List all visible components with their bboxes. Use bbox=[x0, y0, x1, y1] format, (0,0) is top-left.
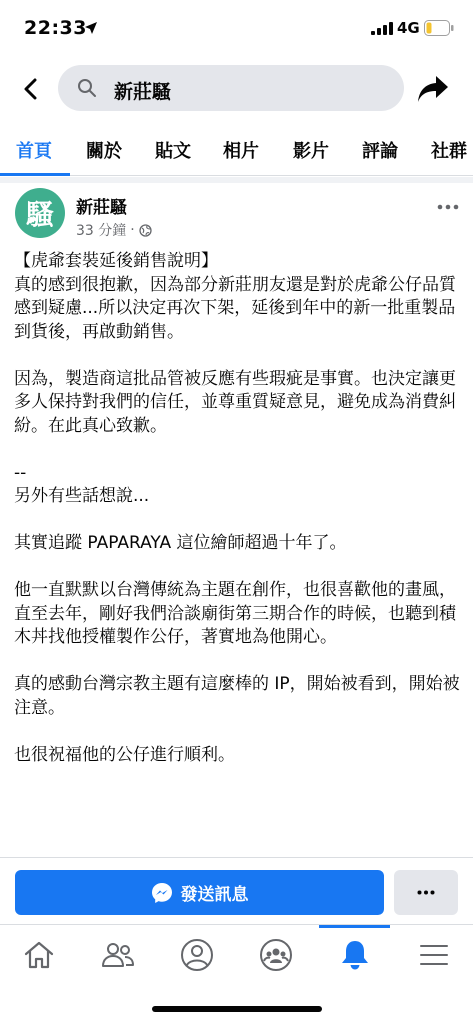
post-time[interactable]: 33 分鐘 bbox=[76, 223, 127, 239]
profile-icon bbox=[180, 938, 214, 972]
more-dots-icon bbox=[417, 890, 435, 895]
tab-photos[interactable]: 相片 bbox=[223, 141, 259, 162]
share-arrow-icon bbox=[416, 74, 450, 104]
status-bar bbox=[0, 0, 473, 58]
post-more-button[interactable] bbox=[437, 195, 459, 214]
nav-menu[interactable] bbox=[395, 925, 473, 985]
more-dots-icon bbox=[437, 204, 459, 210]
location-arrow-icon bbox=[84, 21, 98, 35]
post-paragraph: 【虎爺套裝延後銷售說明】 bbox=[14, 251, 218, 271]
paragraph-gap bbox=[14, 650, 464, 674]
tab-about[interactable]: 關於 bbox=[86, 141, 122, 162]
paragraph-gap bbox=[14, 720, 464, 744]
tab-reviews[interactable]: 評論 bbox=[362, 141, 398, 162]
share-button[interactable] bbox=[416, 74, 450, 104]
post-paragraph: 真的感動台灣宗教主題有這麼棒的 IP，開始被看到，開始被注意。 bbox=[14, 674, 460, 718]
home-indicator bbox=[152, 1006, 322, 1012]
paragraph-gap bbox=[14, 509, 464, 533]
active-tab-indicator bbox=[0, 173, 70, 176]
page-tabs bbox=[0, 124, 473, 176]
post-paragraph: 其實追蹤 PAPARAYA 這位繪師超過十年了。 bbox=[14, 533, 347, 553]
tab-home[interactable]: 首頁 bbox=[16, 141, 52, 162]
send-message-button[interactable] bbox=[15, 870, 384, 915]
post-paragraph: 他一直默默以台灣傳統為主題在創作，也很喜歡他的畫風，直至去年，剛好我們洽談廟街第三期合作的時候，也聽到積木丼找他授權製作公仔，著實地為他開心。 bbox=[14, 580, 456, 647]
back-arrow-icon bbox=[23, 78, 39, 100]
globe-icon bbox=[139, 224, 152, 237]
paragraph-gap bbox=[14, 556, 464, 580]
search-query: 新莊騷 bbox=[114, 81, 172, 103]
nav-groups[interactable] bbox=[237, 925, 315, 985]
divider bbox=[0, 177, 473, 183]
bottom-nav bbox=[0, 924, 473, 984]
send-message-label: 發送訊息 bbox=[180, 885, 249, 905]
post-author[interactable]: 新莊騷 bbox=[76, 198, 127, 218]
search-header bbox=[0, 62, 473, 116]
nav-home[interactable] bbox=[0, 925, 78, 985]
friends-icon bbox=[101, 941, 135, 969]
battery-low-icon bbox=[424, 20, 454, 36]
post-paragraph: 也很祝福他的公仔進行順利。 bbox=[14, 744, 235, 765]
notifications-bell-icon bbox=[340, 939, 370, 971]
page-more-button[interactable] bbox=[394, 870, 458, 915]
tab-posts[interactable]: 貼文 bbox=[155, 141, 191, 162]
paragraph-gap bbox=[14, 438, 464, 462]
paragraph-gap bbox=[14, 344, 464, 368]
post-meta bbox=[76, 220, 152, 240]
home-icon bbox=[23, 940, 55, 970]
avatar[interactable]: 騷 bbox=[15, 188, 65, 238]
tab-community[interactable]: 社群 bbox=[431, 141, 467, 162]
signal-bars-icon bbox=[371, 22, 393, 35]
nav-profile[interactable] bbox=[158, 925, 236, 985]
search-input[interactable] bbox=[58, 65, 404, 111]
groups-icon bbox=[259, 938, 293, 972]
search-icon bbox=[77, 78, 97, 98]
post-body bbox=[14, 250, 464, 767]
nav-notifications[interactable] bbox=[316, 925, 394, 985]
messenger-icon bbox=[151, 882, 173, 904]
back-button[interactable] bbox=[16, 74, 46, 104]
post-paragraph: -- bbox=[14, 462, 27, 483]
nav-friends[interactable] bbox=[79, 925, 157, 985]
meta-dot: · bbox=[130, 222, 135, 238]
network-label: 4G bbox=[397, 19, 420, 37]
post-paragraph: 真的感到很抱歉，因為部分新莊朋友還是對於虎爺公仔品質感到疑慮...所以決定再次下架，延後到年中的新一批重製品到貨後，再啟動銷售。 bbox=[14, 274, 456, 342]
post-paragraph: 另外有些話想說... bbox=[14, 486, 150, 506]
menu-icon bbox=[419, 943, 449, 967]
post-paragraph: 因為，製造商這批品管被反應有些瑕疵是事實。也決定讓更多人保持對我們的信任，並尊重質疑意見，避免成為消費糾紛。在此真心致歉。 bbox=[14, 368, 456, 436]
divider bbox=[0, 857, 473, 858]
tab-videos[interactable]: 影片 bbox=[293, 141, 329, 162]
status-time: 22:33 bbox=[24, 17, 87, 39]
